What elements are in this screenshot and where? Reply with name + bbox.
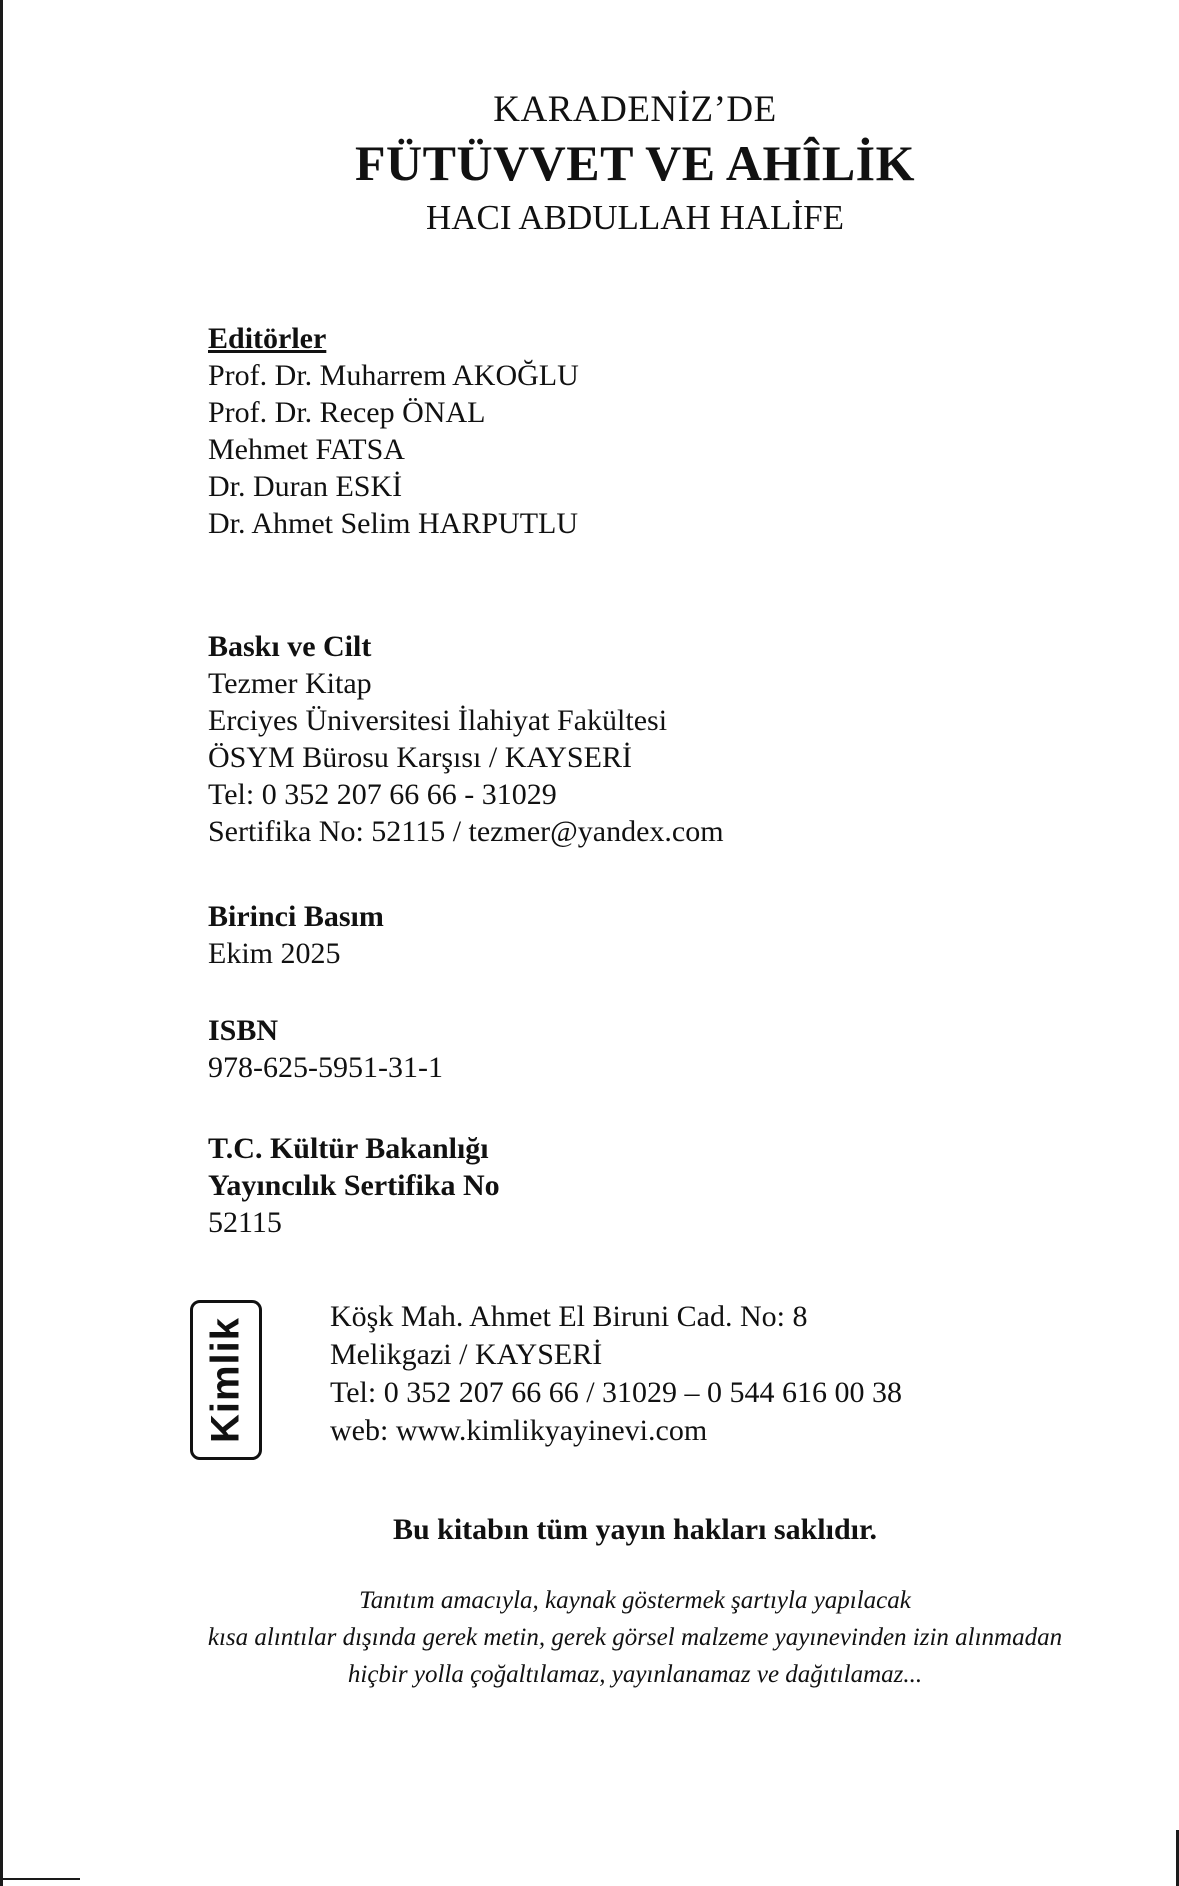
logo-text: Kimlik bbox=[203, 1316, 248, 1444]
print-line: Tezmer Kitap bbox=[208, 667, 372, 700]
publisher-block bbox=[188, 1298, 1088, 1468]
publisher-address bbox=[330, 1298, 902, 1450]
ministry-heading-1: T.C. Kültür Bakanlığı bbox=[208, 1132, 489, 1165]
edition-heading: Birinci Basım bbox=[208, 900, 384, 933]
subtitle: HACI ABDULLAH HALİFE bbox=[425, 198, 845, 237]
editor-name: Prof. Dr. Recep ÖNAL bbox=[208, 396, 486, 429]
print-heading: Baskı ve Cilt bbox=[208, 630, 372, 663]
notice-line: hiçbir yolla çoğaltılamaz, yayınlanamaz ve dağıtılamaz... bbox=[347, 1661, 923, 1688]
print-line: Tel: 0 352 207 66 66 - 31029 bbox=[208, 778, 557, 811]
title-line-1: KARADENİZ’DE bbox=[493, 89, 777, 130]
scan-left-border bbox=[0, 0, 3, 1886]
edition-section bbox=[208, 898, 384, 972]
publisher-line: Köşk Mah. Ahmet El Biruni Cad. No: 8 bbox=[330, 1300, 808, 1333]
scan-bottom-mark bbox=[0, 1878, 80, 1880]
editor-name: Prof. Dr. Muharrem AKOĞLU bbox=[208, 359, 579, 392]
edition-date: Ekim 2025 bbox=[208, 937, 341, 970]
isbn-heading: ISBN bbox=[208, 1014, 279, 1047]
print-section bbox=[208, 628, 724, 850]
editors-heading: Editörler bbox=[208, 322, 327, 355]
ministry-heading-2: Yayıncılık Sertifika No bbox=[208, 1169, 500, 1202]
publisher-line: Tel: 0 352 207 66 66 / 31029 – 0 544 616 00 38 bbox=[330, 1376, 903, 1409]
certificate-number: 52115 bbox=[208, 1206, 282, 1239]
editor-name: Dr. Duran ESKİ bbox=[208, 470, 403, 503]
print-line: ÖSYM Bürosu Karşısı / KAYSERİ bbox=[208, 741, 632, 774]
print-line: Sertifika No: 52115 / tezmer@yandex.com bbox=[208, 815, 724, 848]
print-line: Erciyes Üniversitesi İlahiyat Fakültesi bbox=[208, 704, 668, 737]
editors-section bbox=[208, 320, 579, 542]
editor-name: Dr. Ahmet Selim HARPUTLU bbox=[208, 507, 579, 540]
notice-line: kısa alıntılar dışında gerek metin, gerek görsel malzeme yayınevinden izin alınmadan bbox=[207, 1624, 1063, 1651]
isbn-section bbox=[208, 1012, 443, 1086]
isbn-number: 978-625-5951-31-1 bbox=[208, 1051, 443, 1084]
publisher-web: web: www.kimlikyayinevi.com bbox=[330, 1414, 708, 1447]
notice-line: Tanıtım amacıyla, kaynak göstermek şartıyla yapılacak bbox=[359, 1587, 911, 1614]
kimlik-logo bbox=[190, 1300, 262, 1460]
ministry-section bbox=[208, 1130, 500, 1241]
book-title: FÜTÜVVET VE AHÎLİK bbox=[354, 135, 916, 191]
editor-name: Mehmet FATSA bbox=[208, 433, 405, 466]
publisher-line: Melikgazi / KAYSERİ bbox=[330, 1338, 603, 1371]
title-block bbox=[0, 88, 1179, 242]
copyright-notice bbox=[140, 1582, 1130, 1693]
rights-statement: Bu kitabın tüm yayın hakları saklıdır. bbox=[392, 1513, 878, 1546]
